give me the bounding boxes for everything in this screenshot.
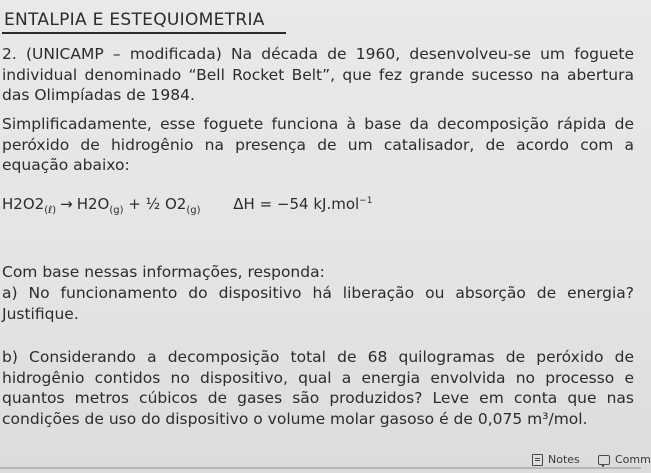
comments-label: Comm <box>615 453 651 466</box>
question-b-line: condições de uso do dispositivo o volume molar gasoso é de 0,075 m³/mol. <box>2 409 588 428</box>
equation-enthalpy: ΔH = −54 kJ.mol$^{-1}$ <box>233 195 373 213</box>
intro-line: individual denominado “Bell Rocket Belt”, que fez grande sucesso na abertura <box>2 65 634 84</box>
notes-label: Notes <box>548 453 580 466</box>
equation-plus: + <box>128 195 141 213</box>
status-divider <box>0 467 641 469</box>
question-a <box>2 283 634 324</box>
explanation-line: Simplificadamente, esse foguete funciona à base da decomposição rápida de <box>2 115 634 133</box>
equation-arrow: → <box>60 195 73 213</box>
intro-paragraph <box>2 44 634 106</box>
prompt-paragraph <box>2 262 634 283</box>
explanation-paragraph <box>2 114 634 176</box>
comment-icon <box>598 455 610 465</box>
equation-reactant: $H2O2_{(\ell)}$ <box>2 195 57 216</box>
question-a-line: a) No funcionamento do dispositivo há liberação ou absorção de energia? <box>2 284 634 302</box>
question-b <box>2 347 634 429</box>
question-a-line: Justifique. <box>2 304 79 323</box>
title-underline <box>2 32 286 34</box>
chemical-equation <box>2 195 372 216</box>
comments-button[interactable] <box>598 453 651 466</box>
equation-product-water: $H2O_{(g)}$ <box>76 195 124 216</box>
equation-product-oxygen: ½ $O2_{(g)}$ <box>145 195 201 216</box>
question-b-line: quantos metros cúbicos de gases são produzidos? Leve em conta que nas <box>2 389 634 407</box>
slide-title: ENTALPIA E ESTEQUIOMETRIA <box>4 10 265 30</box>
notes-icon <box>532 454 543 466</box>
prompt-line: Com base nessas informações, responda: <box>2 263 325 281</box>
question-b-line: b) Considerando a decomposição total de 68 quilogramas de peróxido de <box>2 348 634 366</box>
explanation-line: peróxido de hidrogênio na presença de um catalisador, de acordo com a <box>2 135 634 154</box>
intro-line: das Olimpíadas de 1984. <box>2 86 195 104</box>
notes-button[interactable] <box>532 453 580 466</box>
question-b-line: hidrogênio contidos no dispositivo, qual a energia envolvida no processo e <box>2 368 634 387</box>
intro-line: 2. (UNICAMP – modificada) Na década de 1960, desenvolveu-se um foguete <box>2 45 634 63</box>
status-bar <box>0 448 651 473</box>
explanation-line: equação abaixo: <box>2 156 130 174</box>
